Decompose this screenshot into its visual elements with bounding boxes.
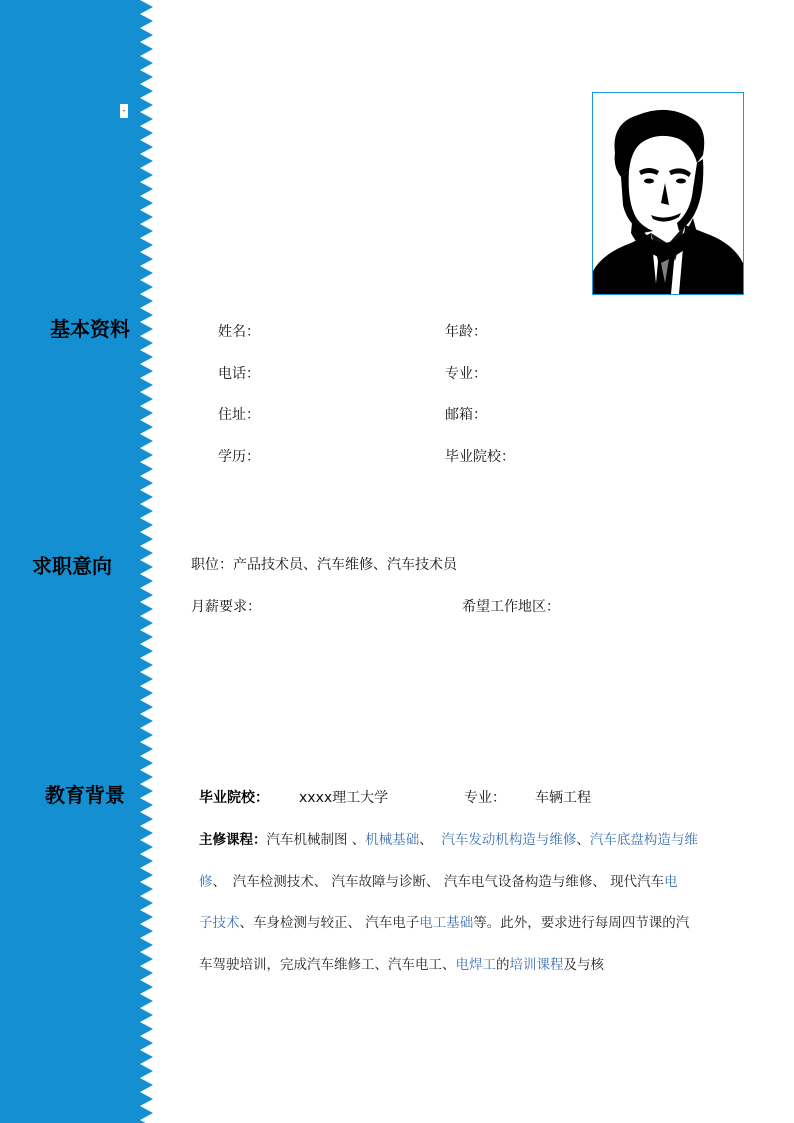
courses-line-2 [199,873,678,891]
course-link[interactable]: 培训课程 [509,957,564,973]
edu-major-value: 车辆工程 [535,790,591,806]
course-link[interactable]: 汽车发动机构造与维修 [441,832,577,848]
portrait-silhouette-icon [593,93,743,294]
salary-label: 月薪要求： [191,599,261,615]
edu-school-label: 毕业院校： [199,790,269,806]
course-text: 、 [419,832,433,848]
course-text: 及与核 [563,957,604,973]
course-text: 、 [576,832,590,848]
age-label: 年龄： [445,324,487,340]
course-text: 汽车机械制图 、 [266,832,366,848]
phone-label: 电话： [218,366,260,382]
course-text: 车驾驶培训，完成汽车维修工、汽车电工、 [199,957,456,973]
course-link[interactable]: 机械基础 [365,832,420,848]
edu-major-label: 专业： [464,790,506,806]
edu-school-value: xxxx理工大学 [299,790,389,806]
name-label: 姓名： [218,324,260,340]
courses-line-3 [199,914,689,932]
course-link[interactable]: 电 [664,874,678,890]
courses-line-1 [199,831,698,849]
sidebar-dash-tag: - [120,104,128,118]
job-position: 职位：产品技术员、汽车维修、汽车技术员 [191,557,457,573]
course-link[interactable]: 电焊工 [455,957,496,973]
location-label: 希望工作地区： [462,599,560,615]
profile-photo [592,92,744,295]
course-text: 、 汽车检测技术、 汽车故障与诊断、 汽车电气设备构造与维修、 现代汽车 [212,874,665,890]
section-title-basic-info: 基本资料 [50,317,130,341]
email-label: 邮箱： [445,407,487,423]
major-label: 专业： [445,366,487,382]
degree-label: 学历： [218,449,260,465]
course-link[interactable]: 修 [199,874,213,890]
course-text: 的 [496,957,510,973]
course-text: 等。此外，要求进行每周四节课的汽 [473,915,690,931]
school-label: 毕业院校： [445,449,515,465]
address-label: 住址： [218,407,260,423]
course-text: 、车身检测与较正、 汽车电子 [239,915,420,931]
course-link[interactable]: 电工基础 [419,915,474,931]
courses-line-4 [199,956,604,974]
section-title-education: 教育背景 [45,783,125,807]
section-title-job-intent: 求职意向 [32,554,112,578]
course-link[interactable]: 子技术 [199,915,240,931]
course-link[interactable]: 汽车底盘构造与维 [589,832,698,848]
courses-label: 主修课程： [199,832,267,848]
